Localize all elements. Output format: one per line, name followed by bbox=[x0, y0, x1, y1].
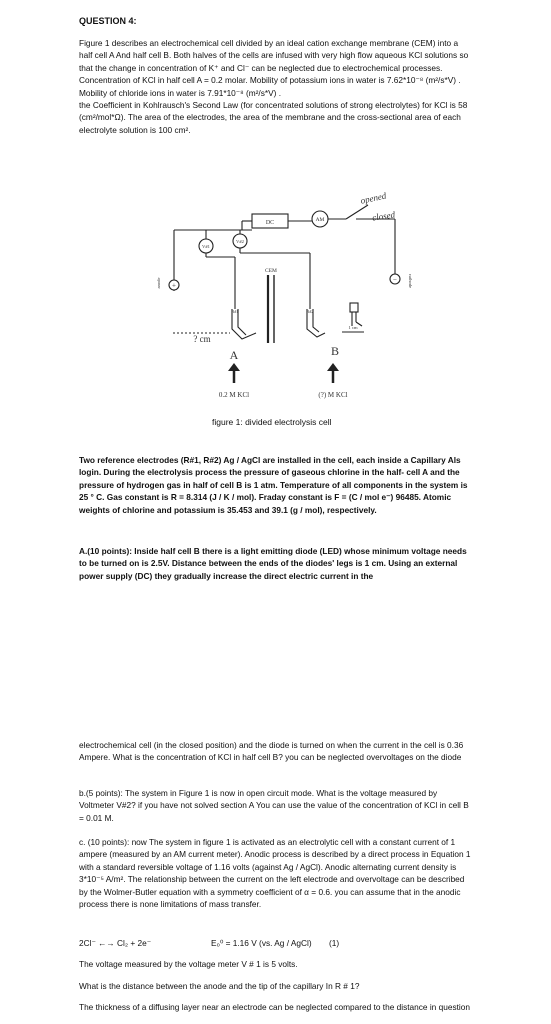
equation-potential: E₀⁰ = 1.16 V (vs. Ag / AgCl) bbox=[211, 938, 312, 948]
intro-block bbox=[79, 37, 471, 136]
v2-label: V#2 bbox=[236, 239, 244, 244]
led bbox=[350, 303, 358, 312]
anode-label: anode bbox=[156, 277, 161, 289]
equation-reaction: 2Cl⁻ ←→ Cl₂ + 2e⁻ bbox=[79, 938, 152, 948]
intro-paragraph-1: Figure 1 describes an electrochemical cell divided by an ideal cation exchange membrane (CEM) into a half cell A And half cell B. Both halves of the cells are infused with very high flow aqueous KCl solutions so that the change in concentration of K⁺ and Cl⁻ can be neglected due to electrochemical processes. bbox=[79, 38, 469, 73]
part-c-question: c. (10 points): now The system in figure 1 is activated as an electrolytic cell with a constant current of 1 ampere (measured by an AM current meter). Anodic process is described by a direct process in Equation 1 with a standard reversible voltage of 1.16 volts (against Ag / AgCl). Anodic alternating current density is 3*10⁻⁵ A/m². The relationship between the current on the left electrode and overvoltage can be described by the Wolmer-Butler equation with a symmetry coefficient of α = 0.6. you can assume that in the anodic process there is none limitations of mass transfer. bbox=[79, 837, 471, 910]
gap-label: 1 cm bbox=[348, 325, 358, 330]
reference-electrodes-paragraph: Two reference electrodes (R#1, R#2) Ag / AgCl are installed in the cell, each inside a Capillary Als login. During the electrolysis process the pressure of gaseous chlorine in the half- cell A and the pressure of hydrogen gas in half of cell B is 1 atm. Temperature of all components in the system is 25 ° C. Gas constant is R = 8.314 (J / K / mol). Fraday constant is F = (C / mol e⁻) 96485. Atomic weights of chlorine and potassium is 35.453 and 39.1 (g / mol), respectively. bbox=[79, 455, 468, 515]
diffusion-layer-note: The thickness of a diffusing layer near an electrode can be neglected compared to the distance in question bbox=[79, 1002, 470, 1012]
distance-label: ? cm bbox=[193, 334, 211, 344]
plus-sign: + bbox=[172, 281, 176, 290]
arrow-b-head bbox=[327, 363, 339, 371]
half-cell-b-label: B bbox=[330, 344, 340, 358]
switch-lever bbox=[346, 205, 368, 219]
r2-label: R#2 bbox=[306, 309, 314, 314]
equation-number: (1) bbox=[329, 938, 340, 948]
distance-question: What is the distance between the anode and the tip of the capillary In R # 1? bbox=[79, 981, 360, 991]
part-b-question: b.(5 points): The system in Figure 1 is now in open circuit mode. What is the voltage measured by Voltmeter V#2? if you have not solved section A You can use the value of the concentration of KCl in cell B = 0.01 M. bbox=[79, 788, 469, 823]
cem-label: CEM bbox=[265, 268, 277, 274]
dc-label: DC bbox=[265, 220, 275, 226]
closed-label: closed bbox=[371, 209, 396, 223]
cell-diagram bbox=[150, 183, 420, 405]
r1-label: R#1 bbox=[231, 309, 239, 314]
part-a-question: A.(10 points): Inside half cell B there is a light emitting diode (LED) whose minimum voltage needs to be turned on is 2.5V. Distance between the ends of the diodes' legs is 1 cm. Using an external power supply (DC) they gradually increase the direct electric current in the bbox=[79, 546, 467, 581]
opened-label: opened bbox=[359, 190, 388, 206]
voltage-statement: The voltage measured by the voltage meter V # 1 is 5 volts. bbox=[79, 959, 298, 969]
arrow-a-head bbox=[228, 363, 240, 371]
am-label: AM bbox=[315, 217, 325, 223]
figure-electrolysis-cell bbox=[150, 183, 420, 405]
v1-label: V#1 bbox=[202, 244, 210, 249]
intro-paragraph-3: the Coefficient in Kohlrausch's Second Law (for concentrated solutions of strong electrolytes) for KCl is 58 (cm²/mol*Ω). The area of the electrodes, the area of the membrane and the cross-sectional area of each electrolyte solution is 100 cm². bbox=[79, 100, 468, 135]
conc-b-label: (?) M KCl bbox=[318, 391, 348, 399]
cathode-label: cathode bbox=[408, 273, 413, 289]
half-cell-a-label: A bbox=[229, 348, 239, 362]
intro-paragraph-2: Concentration of KCl in half cell A = 0.2 molar. Mobility of potassium ions in water is 7.62*10⁻⁸ (m²/s*V) . Mobility of chloride ions in water is 7.91*10⁻⁸ (m²/s*V) . bbox=[79, 75, 461, 98]
part-a-continuation: electrochemical cell (in the closed position) and the diode is turned on when the current in the cell is 0.36 Ampere. What is the concentration of KCl in half cell B? you can be neglected overvoltages on the diode bbox=[79, 740, 464, 763]
figure-caption: figure 1: divided electrolysis cell bbox=[212, 417, 332, 427]
minus-sign: − bbox=[393, 275, 397, 284]
question-heading: QUESTION 4: bbox=[79, 16, 137, 26]
conc-a-label: 0.2 M KCl bbox=[218, 391, 250, 399]
